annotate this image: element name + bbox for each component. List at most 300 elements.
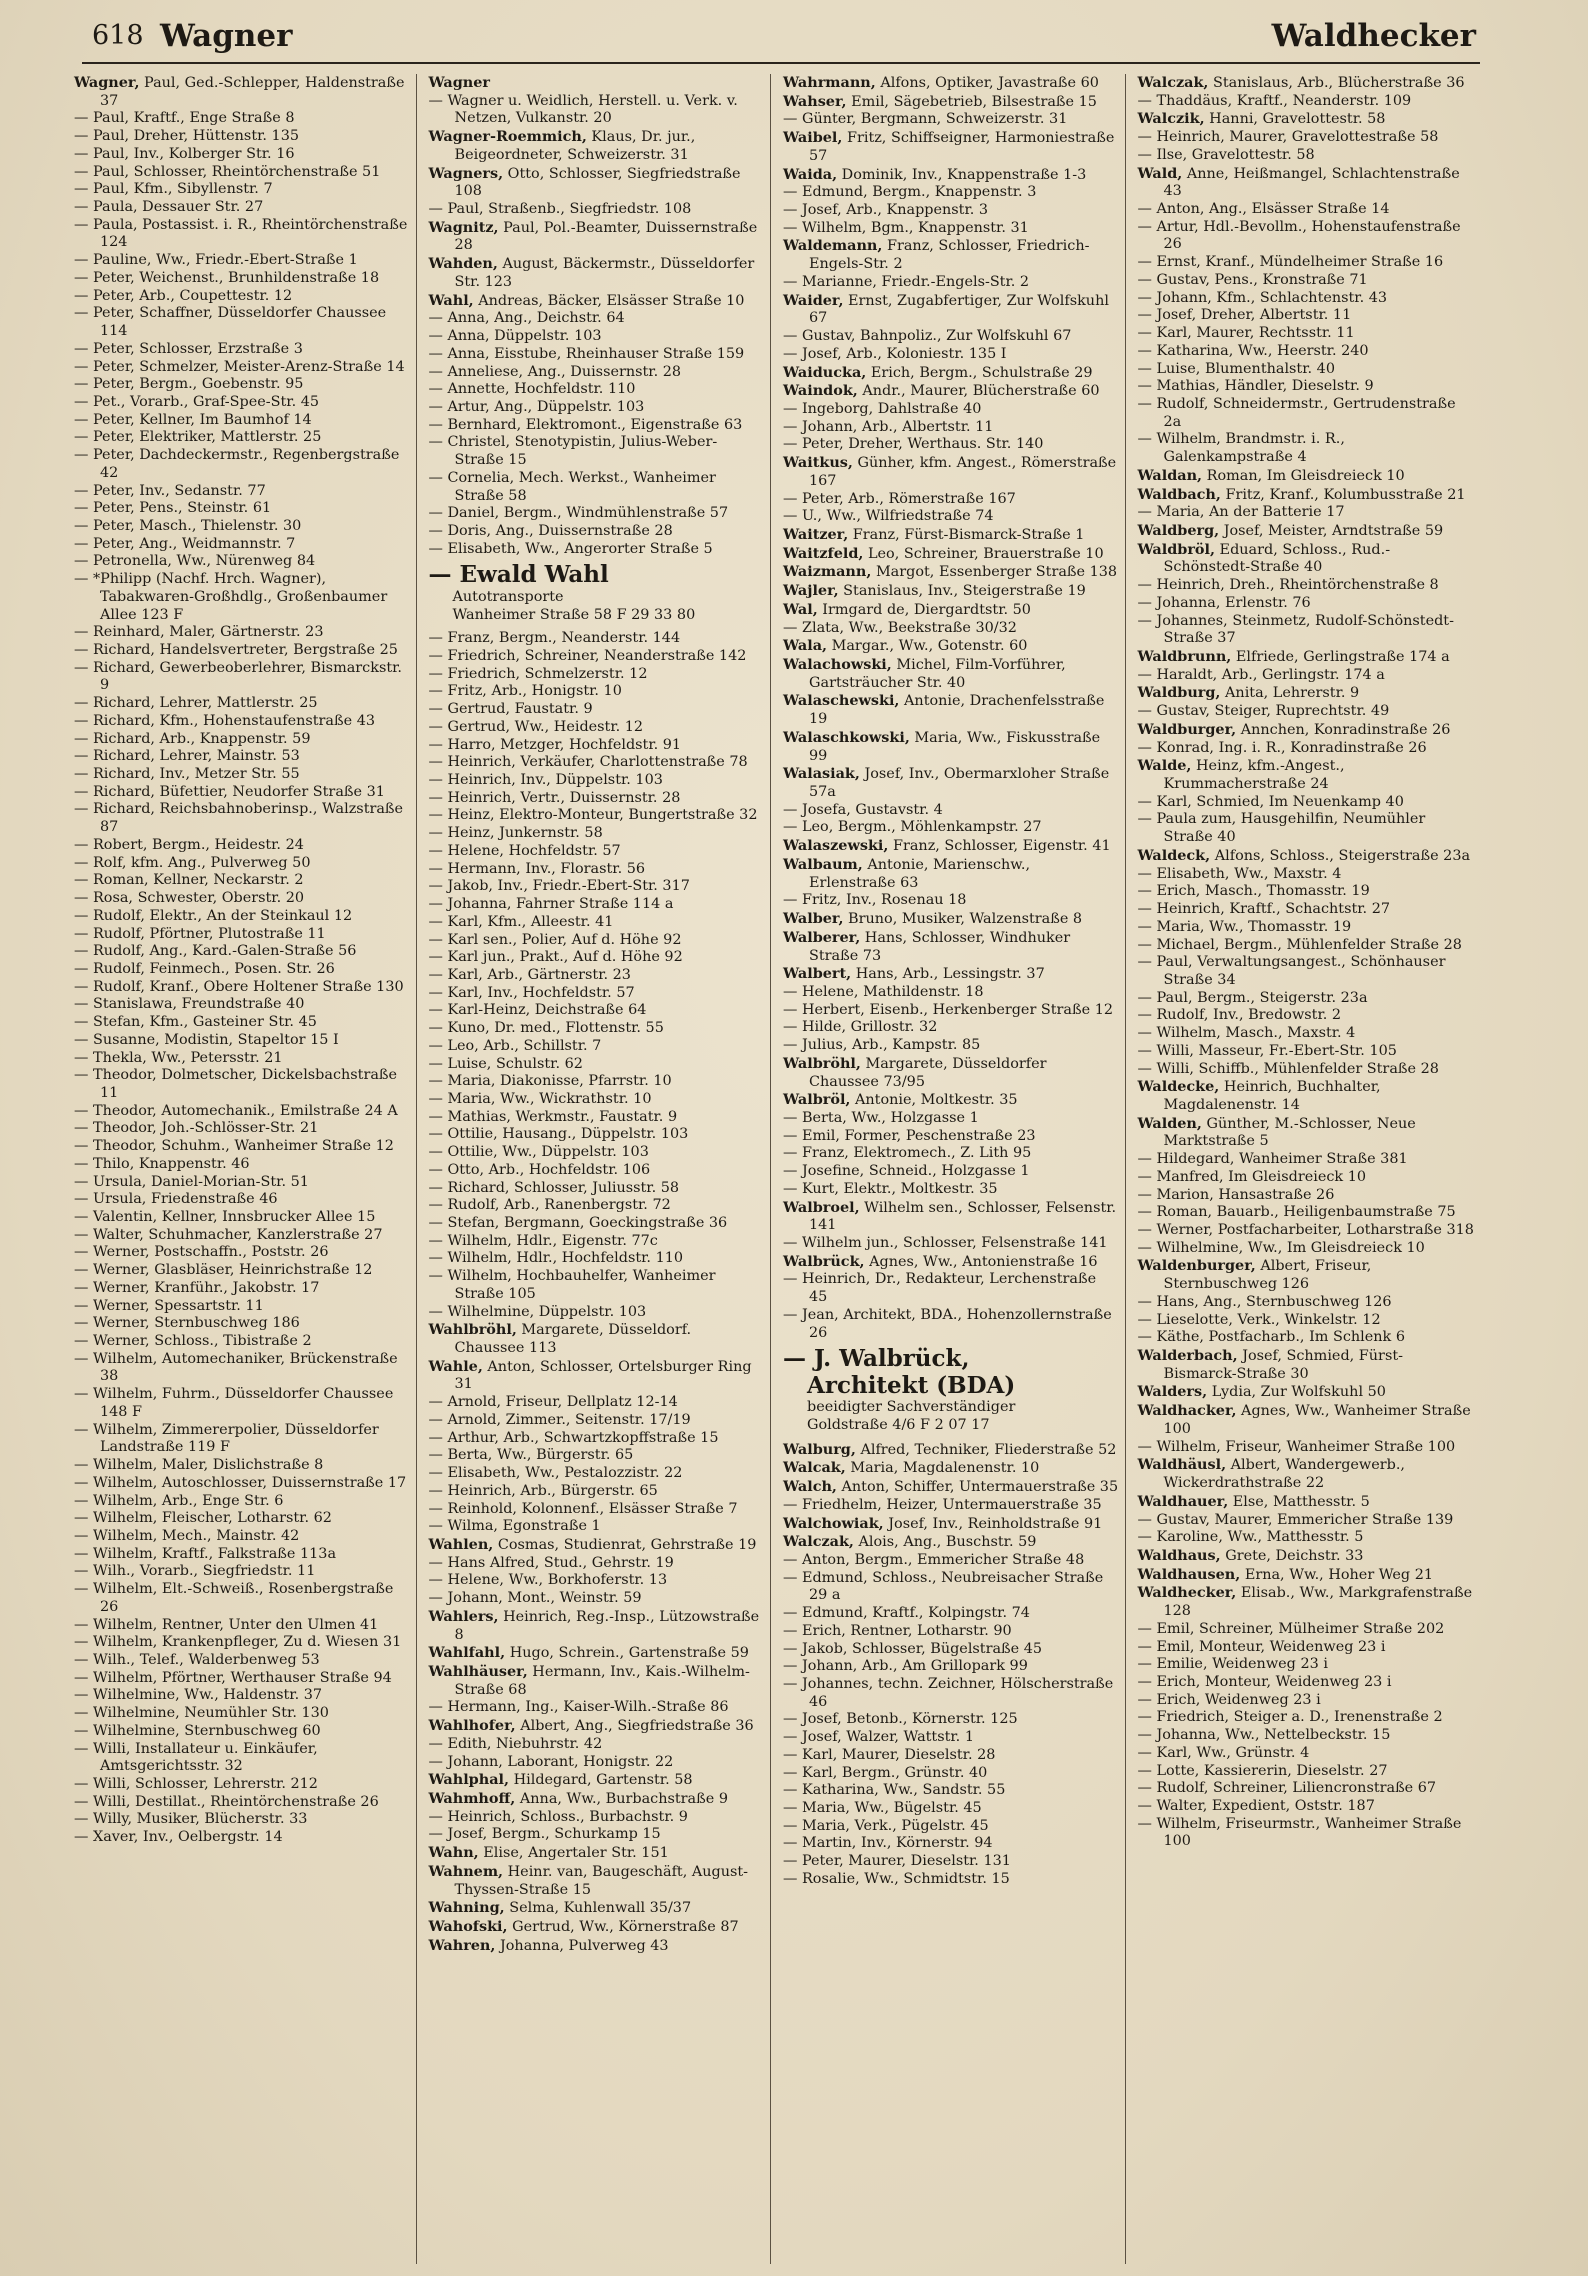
directory-entry [74, 1227, 410, 1245]
entry-details: — U., Ww., Wilfriedstraße 74 [783, 508, 994, 525]
directory-entry [429, 1465, 765, 1483]
entry-surname: Waldemann, [783, 237, 883, 255]
entry-details: — Willi, Destillat., Rheintörchenstraße 26 [74, 1793, 379, 1810]
directory-entry [783, 545, 1119, 564]
entry-surname: Wahren, [428, 1936, 496, 1954]
entry-details: — Edmund, Kraftf., Kolpingstr. 74 [783, 1605, 1030, 1622]
directory-entry [783, 419, 1119, 437]
entry-details: — Johannes, Steinmetz, Rudolf-Schönstedt-Straße 37 [1137, 612, 1454, 647]
entry-details: Albert, Friseur, Sternbuschweg 126 [1163, 1258, 1372, 1293]
directory-entry [74, 1510, 410, 1528]
entry-details: — Johanna, Ww., Nettelbeckstr. 15 [1137, 1727, 1391, 1744]
entry-details: — Willi, Masseur, Fr.-Ebert-Str. 105 [1137, 1042, 1397, 1059]
directory-entry [1138, 1402, 1475, 1438]
entry-details: Klaus, Dr. jur., Beigeordneter, Schweizerstr. 31 [454, 129, 696, 163]
entry-surname: Wahser, [783, 92, 847, 110]
entry-details: — Artur, Ang., Düppelstr. 103 [428, 398, 645, 415]
directory-entry [783, 1497, 1119, 1515]
entry-details: Hans, Schlosser, Windhuker Straße 73 [809, 929, 1071, 964]
entry-details: — Paul, Dreher, Hüttenstr. 135 [74, 128, 300, 145]
directory-entry [1138, 1257, 1475, 1293]
directory-entry [429, 1394, 765, 1412]
entry-details: Anne, Heißmangel, Schlachtenstraße 43 [1163, 165, 1460, 200]
entry-details: Erna, Ww., Hoher Weg 21 [1240, 1566, 1434, 1583]
entry-surname: Walbaum, [783, 855, 863, 873]
directory-entry [1138, 667, 1475, 685]
directory-entry [1138, 847, 1475, 866]
directory-entry [1138, 1439, 1475, 1457]
entry-details: — Xaver, Inv., Oelbergstr. 14 [74, 1829, 283, 1846]
directory-entry [429, 310, 765, 328]
directory-entry [1138, 504, 1475, 522]
entry-details: — Heinrich, Verkäufer, Charlottenstraße 78 [428, 754, 748, 771]
directory-entry [1138, 129, 1475, 147]
entry-details: — Karl, Kfm., Alleestr. 41 [428, 913, 614, 930]
directory-entry [429, 1447, 765, 1465]
entry-details: — Richard, Schlosser, Juliusstr. 58 [428, 1179, 680, 1196]
entry-surname: Waida, [783, 165, 838, 183]
directory-entry [74, 483, 410, 501]
entry-details: — Reinhold, Kolonnenf., Elsässer Straße 7 [428, 1500, 738, 1517]
entry-details: — Wilhelm, Hdlr., Eigenstr. 77c [428, 1232, 658, 1249]
directory-entry [429, 1358, 765, 1394]
entry-details: — Petronella, Ww., Nürenweg 84 [74, 553, 316, 570]
entry-details: — Maria, Ww., Wickrathstr. 10 [428, 1090, 652, 1107]
entry-details: — Anna, Eisstube, Rheinhauser Straße 159 [428, 345, 745, 362]
directory-entry [429, 701, 765, 719]
entry-details: — Rudolf, Pförtner, Plutostraße 11 [74, 925, 326, 942]
entry-details: — Paul, Bergm., Steigerstr. 23a [1137, 989, 1368, 1006]
directory-entry [74, 1457, 410, 1475]
directory-entry [1138, 1025, 1475, 1043]
entry-details: — Anneliese, Ang., Duissernstr. 28 [428, 363, 682, 380]
entry-surname: Wahn, [428, 1844, 479, 1862]
entry-details: — Heinrich, Schloss., Burbachstr. 9 [428, 1808, 688, 1825]
entry-details: — Peter, Schlosser, Erzstraße 3 [74, 340, 303, 357]
entry-surname: Wald, [1137, 164, 1183, 182]
entry-details: — Werner, Spessartstr. 11 [74, 1297, 264, 1314]
directory-entry [429, 1826, 765, 1844]
entry-details: — Johannes, techn. Zeichner, Hölscherstraße 46 [783, 1675, 1114, 1710]
entry-details: Paul, Pol.-Beamter, Duissernstraße 28 [454, 219, 758, 254]
entry-details: — Josef, Betonb., Körnerstr. 125 [783, 1711, 1018, 1728]
entry-details: Alois, Ang., Buschstr. 59 [853, 1534, 1037, 1551]
directory-entry [429, 1937, 765, 1956]
directory-entry [783, 1782, 1119, 1800]
directory-entry [783, 237, 1119, 273]
entry-details: — Lieselotte, Verk., Winkelstr. 12 [1137, 1311, 1381, 1328]
entry-details: — Werner, Kranführ., Jakobstr. 17 [74, 1279, 320, 1296]
ad-line: Autotransporte [452, 588, 564, 605]
entry-details: — Heinrich, Kraftf., Schachtstr. 27 [1137, 901, 1391, 918]
directory-entry [74, 164, 410, 182]
directory-entry [783, 637, 1119, 656]
entry-details: — Karl, Maurer, Dieselstr. 28 [783, 1746, 996, 1763]
entry-surname: Waldan, [1137, 466, 1203, 484]
directory-entry [74, 1280, 410, 1298]
entry-details: — Wilhelm, Krankenpfleger, Zu d. Wiesen 31 [74, 1634, 402, 1651]
entry-surname: Walden, [1137, 1114, 1202, 1132]
entry-surname: Walachowski, [783, 656, 892, 673]
directory-entry [1138, 1674, 1475, 1692]
directory-entry [783, 1552, 1119, 1570]
entry-details: — Maria, Ww., Bügelstr. 45 [783, 1800, 982, 1816]
directory-entry [1138, 1456, 1475, 1492]
directory-entry [429, 1644, 765, 1663]
directory-entry [74, 305, 410, 340]
entry-surname: Waldburg, [1137, 684, 1221, 702]
entry-surname: Wahrmann, [783, 74, 876, 91]
directory-entry [429, 417, 765, 435]
entry-details: — Karl, Schmied, Im Neuenkamp 40 [1137, 793, 1404, 810]
directory-entry [429, 128, 765, 164]
entry-details: — Friedrich, Steiger a. D., Irenenstraße 2 [1137, 1709, 1443, 1726]
entry-details: — Peter, Ang., Weidmannstr. 7 [74, 535, 296, 552]
directory-entry [1138, 919, 1475, 937]
directory-entry [429, 719, 765, 737]
entry-surname: Waldhaus, [1137, 1546, 1221, 1564]
entry-details: — Haraldt, Arb., Gerlingstr. 174 a [1137, 666, 1385, 683]
entry-details: — Wilhelm, Mech., Mainstr. 42 [74, 1527, 300, 1544]
directory-entry [429, 219, 765, 255]
directory-entry [429, 1790, 765, 1809]
entry-details: — Erich, Masch., Thomasstr. 19 [1137, 883, 1370, 900]
entry-details: — Daniel, Bergm., Windmühlenstraße 57 [428, 505, 729, 522]
entry-details: — Werner, Schloss., Tibistraße 2 [74, 1333, 312, 1350]
directory-entry [783, 1729, 1119, 1747]
directory-entry [1138, 937, 1475, 955]
entry-surname: Walaszewski, [783, 837, 889, 855]
entry-details: — Karl, Inv., Hochfeldstr. 57 [428, 984, 635, 1001]
entry-details: Günther, M.-Schlosser, Neue Marktstraße 5 [1163, 1115, 1416, 1150]
directory-entry [783, 1818, 1119, 1836]
directory-entry [74, 713, 410, 731]
entry-details: — Fritz, Inv., Rosenau 18 [783, 892, 967, 909]
directory-entry [783, 328, 1119, 346]
entry-details: — Werner, Postschaffn., Poststr. 26 [74, 1244, 329, 1261]
entry-details: — Peter, Pens., Steinstr. 61 [74, 500, 272, 517]
entry-details: — Heinz, Elektro-Monteur, Bungertstraße 32 [428, 807, 758, 824]
entry-details: — Richard, Inv., Metzer Str. 55 [74, 766, 300, 783]
entry-surname: Walbroel, [783, 1198, 860, 1216]
entry-details: — Heinrich, Maurer, Gravelottestraße 58 [1137, 129, 1439, 146]
entry-details: — Mathias, Werkmstr., Faustatr. 9 [428, 1108, 678, 1125]
directory-entry [74, 872, 410, 890]
directory-entry [1138, 1763, 1475, 1781]
entry-surname: Walaschkowski, [783, 728, 910, 746]
directory-entry [1138, 290, 1475, 308]
directory-entry [74, 181, 410, 199]
directory-entry [1138, 431, 1475, 466]
entry-details: Hildegard, Gartenstr. 58 [509, 1772, 693, 1789]
entry-details: — Richard, Handelsvertreter, Bergstraße 25 [74, 642, 398, 658]
directory-entry [783, 74, 1119, 93]
ad-title: — Ewald Wahl [428, 561, 609, 589]
entry-surname: Waizmann, [783, 563, 872, 581]
directory-entry [1138, 165, 1475, 201]
ad-line: Wanheimer Straße 58 F 29 33 80 [452, 606, 696, 623]
directory-entry [74, 837, 410, 855]
directory-entry [1138, 1512, 1475, 1530]
entry-details: Roman, Im Gleisdreieck 10 [1202, 467, 1405, 484]
entry-details: Albert, Ang., Siegfriedstraße 36 [515, 1718, 754, 1735]
entry-details: — Edith, Niebuhrstr. 42 [428, 1735, 603, 1752]
directory-entry [74, 500, 410, 518]
entry-details: Franz, Fürst-Bismarck-Straße 1 [848, 526, 1085, 543]
entry-surname: Wahle, [428, 1357, 483, 1375]
directory-entry [429, 861, 765, 879]
entry-details: — Heinrich, Arb., Bürgerstr. 65 [428, 1482, 658, 1499]
entry-details: — Maria, Ww., Thomasstr. 19 [1137, 918, 1352, 935]
entry-surname: Wahl, [428, 291, 474, 309]
entry-details: Hugo, Schrein., Gartenstraße 59 [505, 1645, 749, 1662]
directory-entry [783, 582, 1119, 601]
directory-entry [1138, 201, 1475, 219]
entry-details: Josef, Schmied, Fürst-Bismarck-Straße 30 [1163, 1348, 1403, 1382]
entry-details: — Wilhelmine, Neumühler Str. 130 [74, 1705, 329, 1722]
entry-surname: Wagner-Roemmich, [428, 128, 587, 146]
directory-entry [74, 766, 410, 784]
entry-details: Elisab., Ww., Markgrafenstraße 128 [1163, 1585, 1473, 1620]
directory-entry [429, 896, 765, 914]
directory-entry [429, 825, 765, 843]
directory-columns [70, 74, 1480, 2264]
entry-details: — Anton, Bergm., Emmericher Straße 48 [783, 1551, 1085, 1568]
entry-details: Else, Matthesstr. 5 [1228, 1493, 1370, 1510]
directory-entry [1138, 1547, 1475, 1566]
entry-details: — Jakob, Schlosser, Bügelstraße 45 [783, 1640, 1043, 1657]
directory-entry [74, 1723, 410, 1741]
entry-surname: Waldberg, [1137, 521, 1220, 539]
directory-entry [783, 166, 1119, 185]
entry-details: — Kuno, Dr. med., Flottenstr. 55 [428, 1020, 664, 1037]
directory-entry [783, 364, 1119, 383]
directory-entry [429, 1844, 765, 1863]
directory-entry [74, 394, 410, 412]
entry-details: — Wilhelm, Brandmstr. i. R., Galenkampstraße 4 [1137, 431, 1345, 466]
ad-line: beeidigter Sachverständiger [807, 1399, 1016, 1416]
entry-details: — Rudolf, Inv., Bredowstr. 2 [1137, 1007, 1342, 1024]
directory-entry [429, 1321, 765, 1357]
directory-entry [74, 376, 410, 394]
entry-details: Margarete, Düsseldorfer Chaussee 73/95 [809, 1055, 1047, 1090]
directory-entry [783, 1271, 1119, 1306]
entry-details: — Rosa, Schwester, Oberstr. 20 [74, 890, 305, 907]
directory-entry [429, 93, 765, 128]
entry-surname: Waldburger, [1137, 720, 1237, 738]
directory-entry [429, 1501, 765, 1519]
column-2 [425, 74, 772, 2264]
entry-surname: Walbert, [783, 965, 852, 983]
entry-details: Margot, Essenberger Straße 138 [871, 564, 1118, 581]
directory-entry [783, 93, 1119, 112]
entry-details: — Wilhelm, Kraftf., Falkstraße 113a [74, 1545, 337, 1562]
directory-entry [783, 382, 1119, 401]
entry-details: — Otto, Arb., Hochfeldstr. 106 [428, 1161, 651, 1178]
directory-entry [74, 1050, 410, 1068]
entry-surname: Wagners, [428, 164, 504, 182]
entry-details: — Ursula, Daniel-Morian-Str. 51 [74, 1173, 309, 1190]
entry-details: — Paula zum, Hausgehilfin, Neumühler Straße 40 [1137, 811, 1426, 846]
entry-details: — Anton, Ang., Elsässer Straße 14 [1137, 201, 1390, 218]
directory-entry [74, 1581, 410, 1616]
entry-details: Antonie, Moltkestr. 35 [850, 1092, 1018, 1109]
directory-entry [783, 1478, 1119, 1497]
directory-entry [783, 1055, 1119, 1091]
directory-entry [429, 1736, 765, 1754]
directory-entry [1138, 1043, 1475, 1061]
directory-entry [429, 1918, 765, 1937]
entry-details: — Doris, Ang., Duissernstraße 28 [428, 522, 673, 539]
directory-entry [783, 1676, 1119, 1711]
entry-details: — Valentin, Kellner, Innsbrucker Allee 15 [74, 1209, 376, 1225]
entry-details: — Rudolf, Schneidermstr., Gertrudenstraße 2a [1137, 395, 1456, 430]
directory-entry [429, 541, 765, 559]
directory-entry [1138, 1169, 1475, 1187]
entry-surname: Wahlhofer, [428, 1717, 516, 1735]
entry-details: Hanni, Gravelottestr. 58 [1204, 111, 1386, 128]
entry-details: — Peter, Weichenst., Brunhildenstraße 18 [74, 269, 380, 286]
entry-details: — Emil, Schreiner, Mülheimer Straße 202 [1137, 1620, 1445, 1637]
directory-entry [1138, 1312, 1475, 1330]
entry-details: — Josef, Dreher, Albertstr. 11 [1137, 307, 1352, 324]
directory-entry [429, 1020, 765, 1038]
entry-details: Stanislaus, Inv., Steigerstraße 19 [838, 583, 1086, 600]
directory-entry [429, 683, 765, 701]
entry-details: Ernst, Zugabfertiger, Zur Wolfskuhl 67 [809, 292, 1109, 327]
directory-entry [74, 146, 410, 164]
entry-details: — Rudolf, Ang., Kard.-Galen-Straße 56 [74, 943, 357, 960]
entry-details: — Wilhelmine, Ww., Im Gleisdreieck 10 [1137, 1239, 1425, 1256]
directory-entry [429, 878, 765, 896]
entry-details: — Michael, Bergm., Mühlenfelder Straße 28 [1137, 936, 1462, 953]
entry-details: — Wilhelm, Fuhrm., Düsseldorfer Chaussee 148 F [74, 1386, 394, 1420]
directory-entry [783, 1307, 1119, 1342]
directory-entry [429, 1663, 765, 1699]
directory-entry [1138, 1383, 1475, 1402]
directory-entry [1138, 1222, 1475, 1240]
entry-details: — Wagner u. Weidlich, Herstell. u. Verk. v. Netzen, Vulkanstr. 20 [428, 92, 738, 127]
entry-details: — Zlata, Ww., Beekstraße 30/32 [783, 619, 1017, 636]
entry-details: — Christel, Stenotypistin, Julius-Weber-Straße 15 [428, 434, 718, 469]
directory-entry [1138, 522, 1475, 541]
entry-details: — Rolf, kfm. Ang., Pulverweg 50 [74, 854, 311, 871]
entry-details: — Walter, Expedient, Oststr. 187 [1137, 1798, 1375, 1814]
entry-details: — Wilhelm, Fleischer, Lotharstr. 62 [74, 1510, 332, 1527]
entry-details: Anna, Ww., Burbachstraße 9 [515, 1791, 728, 1807]
directory-entry [429, 932, 765, 950]
directory-entry [1138, 1187, 1475, 1205]
entry-details: — Richard, Lehrer, Mainstr. 53 [74, 748, 300, 765]
directory-entry [1138, 486, 1475, 505]
entry-details: — Artur, Hdl.-Bevollm., Hohenstaufenstraße 26 [1137, 218, 1461, 253]
column-4 [1134, 74, 1481, 2264]
directory-entry [429, 1518, 765, 1536]
entry-details: — Gertrud, Ww., Heidestr. 12 [428, 718, 644, 735]
entry-details: — Wilhelm, Hochbauhelfer, Wanheimer Straße 105 [428, 1268, 716, 1302]
directory-entry [429, 201, 765, 219]
directory-entry [783, 965, 1119, 984]
directory-entry [74, 128, 410, 146]
directory-entry [74, 1687, 410, 1705]
directory-entry [783, 1853, 1119, 1871]
entry-details: — Karl jun., Prakt., Auf d. Höhe 92 [428, 949, 683, 966]
directory-entry [74, 1262, 410, 1280]
entry-details: — Josef, Arb., Koloniestr. 135 I [783, 345, 1007, 362]
entry-details: — Marianne, Friedr.-Engels-Str. 2 [783, 273, 1030, 290]
entry-details: Josef, Meister, Arndtstraße 59 [1219, 522, 1444, 539]
directory-entry [1138, 396, 1475, 431]
entry-details: — Rudolf, Kranf., Obere Holtener Straße 130 [74, 978, 404, 995]
entry-details: — Josefa, Gustavstr. 4 [783, 801, 943, 818]
directory-entry [429, 1699, 765, 1717]
entry-details: — Luise, Schulstr. 62 [428, 1055, 583, 1072]
entry-surname: Walczak, [1137, 74, 1209, 91]
entry-details: — Peter, Schaffner, Düsseldorfer Chaussee 114 [74, 305, 387, 340]
entry-details: — Johann, Arb., Am Grillopark 99 [783, 1658, 1028, 1675]
entry-surname: Wal, [783, 600, 818, 618]
directory-entry [74, 943, 410, 961]
entry-details: — Werner, Glasbläser, Heinrichstraße 12 [74, 1262, 373, 1279]
directory-entry [429, 754, 765, 772]
directory-entry [1138, 343, 1475, 361]
directory-entry [1138, 74, 1475, 93]
directory-entry [74, 341, 410, 359]
entry-details: — Karl-Heinz, Deichstraße 64 [428, 1002, 647, 1019]
directory-entry [783, 1515, 1119, 1534]
entry-details: Heinrich, Buchhalter, Magdalenenstr. 14 [1163, 1079, 1381, 1113]
entry-details: — Theodor, Joh.-Schlösser-Str. 21 [74, 1120, 319, 1137]
entry-details: — Wilhelm, Friseurmstr., Wanheimer Straße 100 [1137, 1815, 1462, 1850]
entry-details: Otto, Schlosser, Siegfriedstraße 108 [454, 165, 741, 200]
directory-entry [429, 648, 765, 666]
entry-details: — Theodor, Schuhm., Wanheimer Straße 12 [74, 1138, 394, 1155]
entry-surname: Waldenburger, [1137, 1257, 1256, 1275]
directory-entry [74, 1705, 410, 1723]
directory-entry [74, 926, 410, 944]
entry-details: — Leo, Arb., Schillstr. 7 [428, 1037, 602, 1054]
ad-title: — J. Walbrück, [783, 1345, 970, 1373]
entry-details: — Roman, Bauarb., Heiligenbaumstraße 75 [1137, 1204, 1456, 1221]
directory-entry [429, 772, 765, 790]
directory-entry [1138, 613, 1475, 648]
directory-entry [783, 1181, 1119, 1199]
directory-entry [74, 536, 410, 554]
entry-surname: Waindok, [783, 382, 858, 400]
directory-entry [1138, 1151, 1475, 1169]
entry-details: — Wilhelm, Friseur, Wanheimer Straße 100 [1137, 1438, 1456, 1455]
directory-entry [783, 1623, 1119, 1641]
directory-entry [74, 270, 410, 288]
entry-details: — Friedrich, Schmelzerstr. 12 [428, 665, 648, 682]
directory-entry [74, 1776, 410, 1794]
directory-entry [1138, 703, 1475, 721]
entry-details: Selma, Kuhlenwall 35/37 [504, 1900, 692, 1917]
directory-entry [74, 1244, 410, 1262]
entry-surname: Walcak, [783, 1459, 846, 1477]
entry-details: — Heinrich, Vertr., Duissernstr. 28 [428, 789, 681, 806]
ad-line: Goldstraße 4/6 F 2 07 17 [807, 1416, 990, 1433]
entry-surname: Walbrück, [783, 1252, 865, 1270]
directory-entry [74, 1014, 410, 1032]
directory-entry [429, 434, 765, 469]
entry-details: — Gustav, Bahnpoliz., Zur Wolfskuhl 67 [783, 328, 1072, 345]
entry-details: — Karoline, Ww., Matthesstr. 5 [1137, 1529, 1364, 1546]
entry-details: — Erich, Weidenweg 23 i [1137, 1691, 1321, 1708]
directory-entry [429, 807, 765, 825]
entry-details: — Leo, Bergm., Möhlenkampstr. 27 [783, 819, 1042, 836]
directory-entry [783, 929, 1119, 965]
